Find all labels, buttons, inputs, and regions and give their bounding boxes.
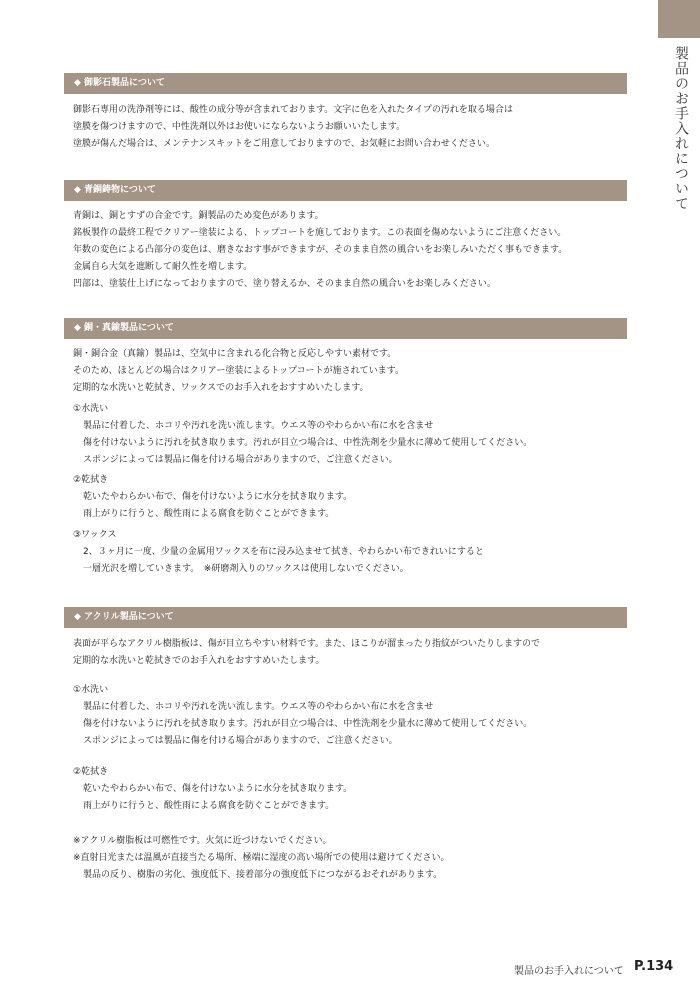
page-number: P.134	[634, 959, 674, 974]
text-line: 製品に付着した、ホコリや汚れを洗い流します。ウエス等のやわらかい布に水を含ませ	[83, 421, 434, 431]
acrylic-notes	[73, 833, 633, 884]
text-line: 塗膜が傷んだ場合は、メンテナンスキットをご用意しておりますので、お気軽にお問い合わせください。	[73, 139, 495, 149]
text-line: スポンジによっては製品に傷を付ける場合がありますので、ご注意ください。	[83, 455, 398, 465]
text-line: 乾いたやわらかい布で、傷を付けないように水分を拭き取ります。	[83, 784, 353, 794]
text-line: 年数の変色による凸部分の変色は、磨きなおす事ができますが、そのまま自然の風合いをお楽しみいただく事もできます。	[73, 245, 568, 255]
section-intro-copper-brass	[73, 346, 633, 397]
item-heading: ①水洗い	[73, 685, 109, 695]
item-water-wash	[73, 401, 633, 469]
item-dry-wipe-acrylic	[73, 764, 633, 815]
text-line: 定期的な水洗いと乾拭き、ワックスでのお手入れをおすすめいたします。	[73, 383, 369, 393]
section-intro-acrylic	[73, 636, 633, 670]
item-water-wash-acrylic	[73, 682, 633, 750]
item-heading: ③ワックス	[73, 530, 117, 540]
text-line: 銅・銅合金（真鍮）製品は、空気中に含まれる化合物と反応しやすい素材です。	[73, 349, 397, 359]
item-heading: ①水洗い	[73, 404, 109, 414]
text-line: 雨上がりに行うと、酸性雨による腐食を防ぐことができます。	[83, 801, 335, 811]
side-tab	[658, 0, 700, 38]
text-line: スポンジによっては製品に傷を付ける場合がありますので、ご注意ください。	[83, 736, 398, 746]
text-line: 表面が平らなアクリル樹脂板は、傷が目立ちやすい材料です。また、ほこりが溜まったり指紋がついたりしますので	[73, 639, 541, 649]
side-label: 製品のお手入れについて	[673, 46, 689, 211]
text-line: 製品に付着した、ホコリや汚れを洗い流します。ウエス等のやわらかい布に水を含ませ	[83, 702, 434, 712]
text-line: 2、３ヶ月に一度、少量の金属用ワックスを布に浸み込ませて拭き、やわらかい布できれいにすると	[83, 547, 484, 557]
text-line: 金属自ら大気を遮断して耐久性を増します。	[73, 262, 253, 272]
footer-label: 製品のお手入れについて	[514, 966, 624, 977]
section-header-acrylic: ◆ アクリル製品について	[64, 607, 627, 628]
section-body-granite	[73, 102, 633, 153]
text-line: そのため、ほとんどの場合はクリアー塗装によるトップコートが施されています。	[73, 366, 404, 376]
text-line: 傷を付けないように汚れを拭き取ります。汚れが目立つ場合は、中性洗剤を少量水に薄めて使用してください。	[83, 719, 533, 729]
section-header-copper-brass: ◆ 銅・真鍮製品について	[64, 318, 627, 339]
text-line: 凹部は、塗装仕上げになっておりますので、塗り替えるか、そのまま自然の風合いをお楽しみください。	[73, 279, 496, 289]
text-line: 銘板製作の最終工程でクリアー塗装による、トップコートを施しております。この表面を傷めないようにご注意ください。	[73, 228, 567, 238]
section-header-bronze-casting: ◆ 青銅鋳物について	[64, 180, 627, 201]
item-heading: ②乾拭き	[73, 475, 109, 485]
item-dry-wipe	[73, 472, 633, 523]
note-line: ※直射日光または温風が直接当たる場所、極端に湿度の高い場所での使用は避けてください。	[73, 853, 450, 863]
note-line: ※アクリル樹脂板は可燃性です。火気に近づけないでください。	[73, 836, 332, 846]
text-line: 雨上がりに行うと、酸性雨による腐食を防ぐことができます。	[83, 509, 335, 519]
text-line: 傷を付けないように汚れを拭き取ります。汚れが目立つ場合は、中性洗剤を少量水に薄めて使用してください。	[83, 438, 533, 448]
item-heading: ②乾拭き	[73, 767, 109, 777]
section-body-bronze-casting	[73, 208, 633, 293]
note-line: 製品の反り、樹脂の劣化、強度低下、接着部分の強度低下につながるおそれがあります。	[83, 870, 443, 880]
text-line: 青銅は、銅とすずの合金です。銅製品のため変色があります。	[73, 211, 324, 221]
text-line: 定期的な水洗いと乾拭きでのお手入れをおすすめいたします。	[73, 656, 325, 666]
section-header-granite: ◆ 御影石製品について	[64, 73, 627, 94]
text-line: 御影石専用の洗浄剤等には、酸性の成分等が含まれております。文字に色を入れたタイプの汚れを取る場合は	[73, 105, 513, 115]
text-line: 乾いたやわらかい布で、傷を付けないように水分を拭き取ります。	[83, 492, 353, 502]
item-wax	[73, 527, 633, 578]
text-line: 一層光沢を増していきます。 ※研磨剤入りのワックスは使用しないでください。	[83, 564, 409, 574]
text-line: 塗膜を傷つけますので、中性洗剤以外はお使いにならないようお願いいたします。	[73, 122, 406, 132]
